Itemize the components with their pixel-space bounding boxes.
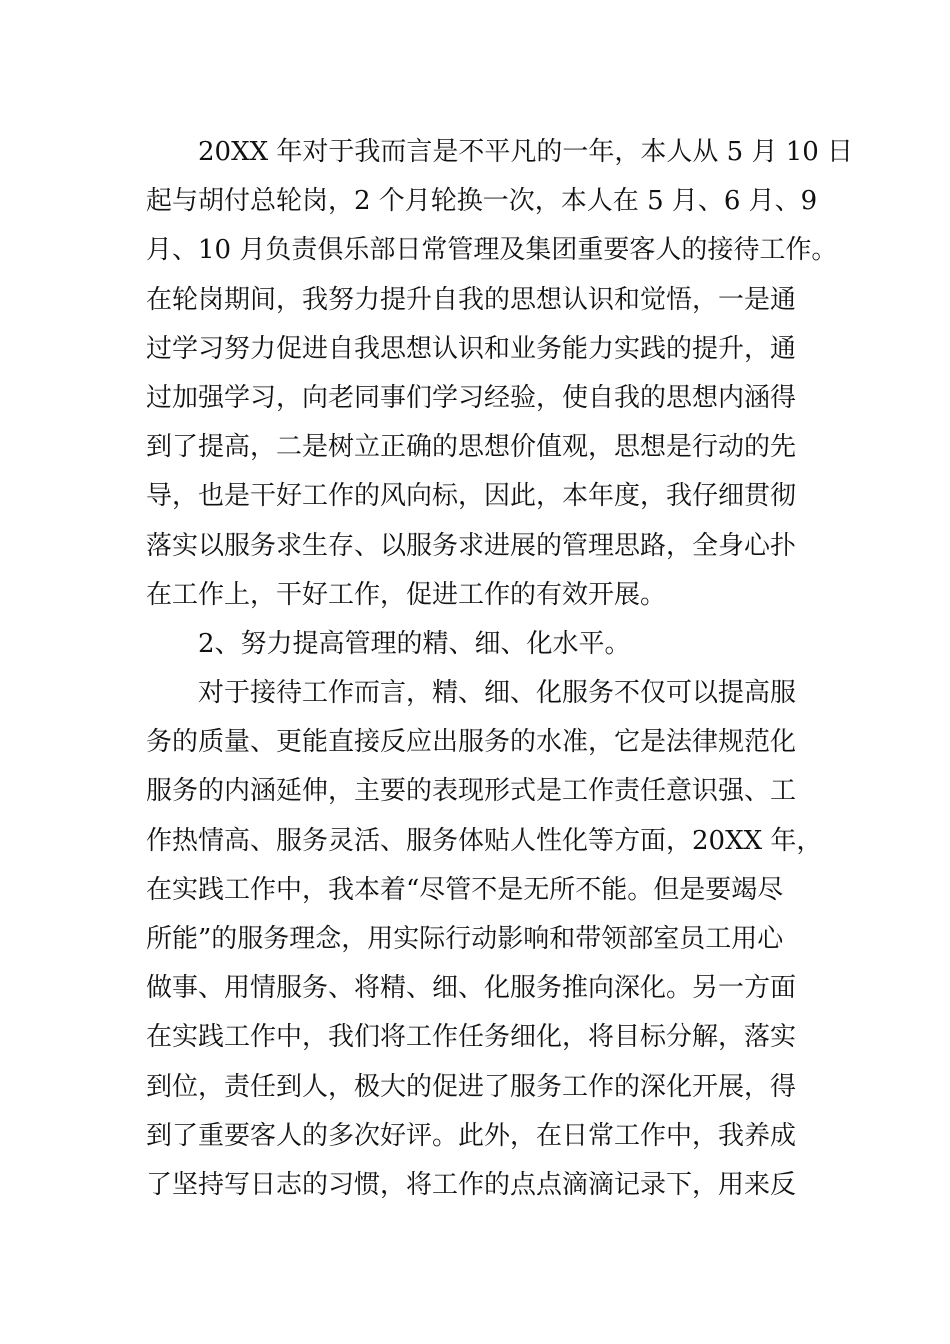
text-line: 所能”的服务理念，用实际行动影响和带领部室员工用心 [146, 924, 784, 954]
text-line: 月、10 月负责俱乐部日常管理及集团重要客人的接待工作。 [146, 235, 838, 266]
text-line: 务的质量、更能直接反应出服务的水准，它是法律规范化 [146, 727, 797, 758]
text-line: 对于接待工作而言，精、细、化服务不仅可以提高服 [198, 678, 797, 709]
text-line: 在实践工作中，我们将工作任务细化，将目标分解，落实 [146, 1022, 797, 1053]
text-line: 做事、用情服务、将精、细、化服务推向深化。另一方面 [146, 973, 797, 1004]
text-line: 起与胡付总轮岗，2 个月轮换一次，本人在 5 月、6 月、9 [146, 186, 818, 217]
section-heading: 2、努力提高管理的精、细、化水平。 [198, 628, 631, 659]
text-line: 服务的内涵延伸，主要的表现形式是工作责任意识强、工 [146, 776, 797, 807]
text-line: 过加强学习，向老同事们学习经验，使自我的思想内涵得 [146, 382, 797, 413]
text-line: 在实践工作中，我本着“尽管不是无所不能。但是要竭尽 [146, 874, 784, 905]
text-line: 在工作上，干好工作，促进工作的有效开展。 [146, 579, 667, 610]
text-line: 到了重要客人的多次好评。此外，在日常工作中，我养成 [146, 1120, 797, 1151]
text-line: 落实以服务求生存、以服务求进展的管理思路，全身心扑 [146, 530, 797, 561]
text-line: 了坚持写日志的习惯，将工作的点点滴滴记录下，用来反 [146, 1169, 797, 1200]
text-line: 在轮岗期间，我努力提升自我的思想认识和觉悟，一是通 [146, 284, 797, 315]
text-line: 作热情高、服务灵活、服务体贴人性化等方面，20XX 年， [146, 825, 823, 856]
text-line: 到了提高，二是树立正确的思想价值观，思想是行动的先 [146, 432, 797, 463]
text-line: 过学习努力促进自我思想认识和业务能力实践的提升，通 [146, 333, 797, 364]
text-line: 20XX 年对于我而言是不平凡的一年，本人从 5 月 10 日 [198, 137, 854, 167]
document-body [146, 128, 854, 1210]
text-line: 导，也是干好工作的风向标，因此，本年度，我仔细贯彻 [146, 481, 797, 512]
text-line: 到位，责任到人，极大的促进了服务工作的深化开展，得 [146, 1071, 797, 1102]
